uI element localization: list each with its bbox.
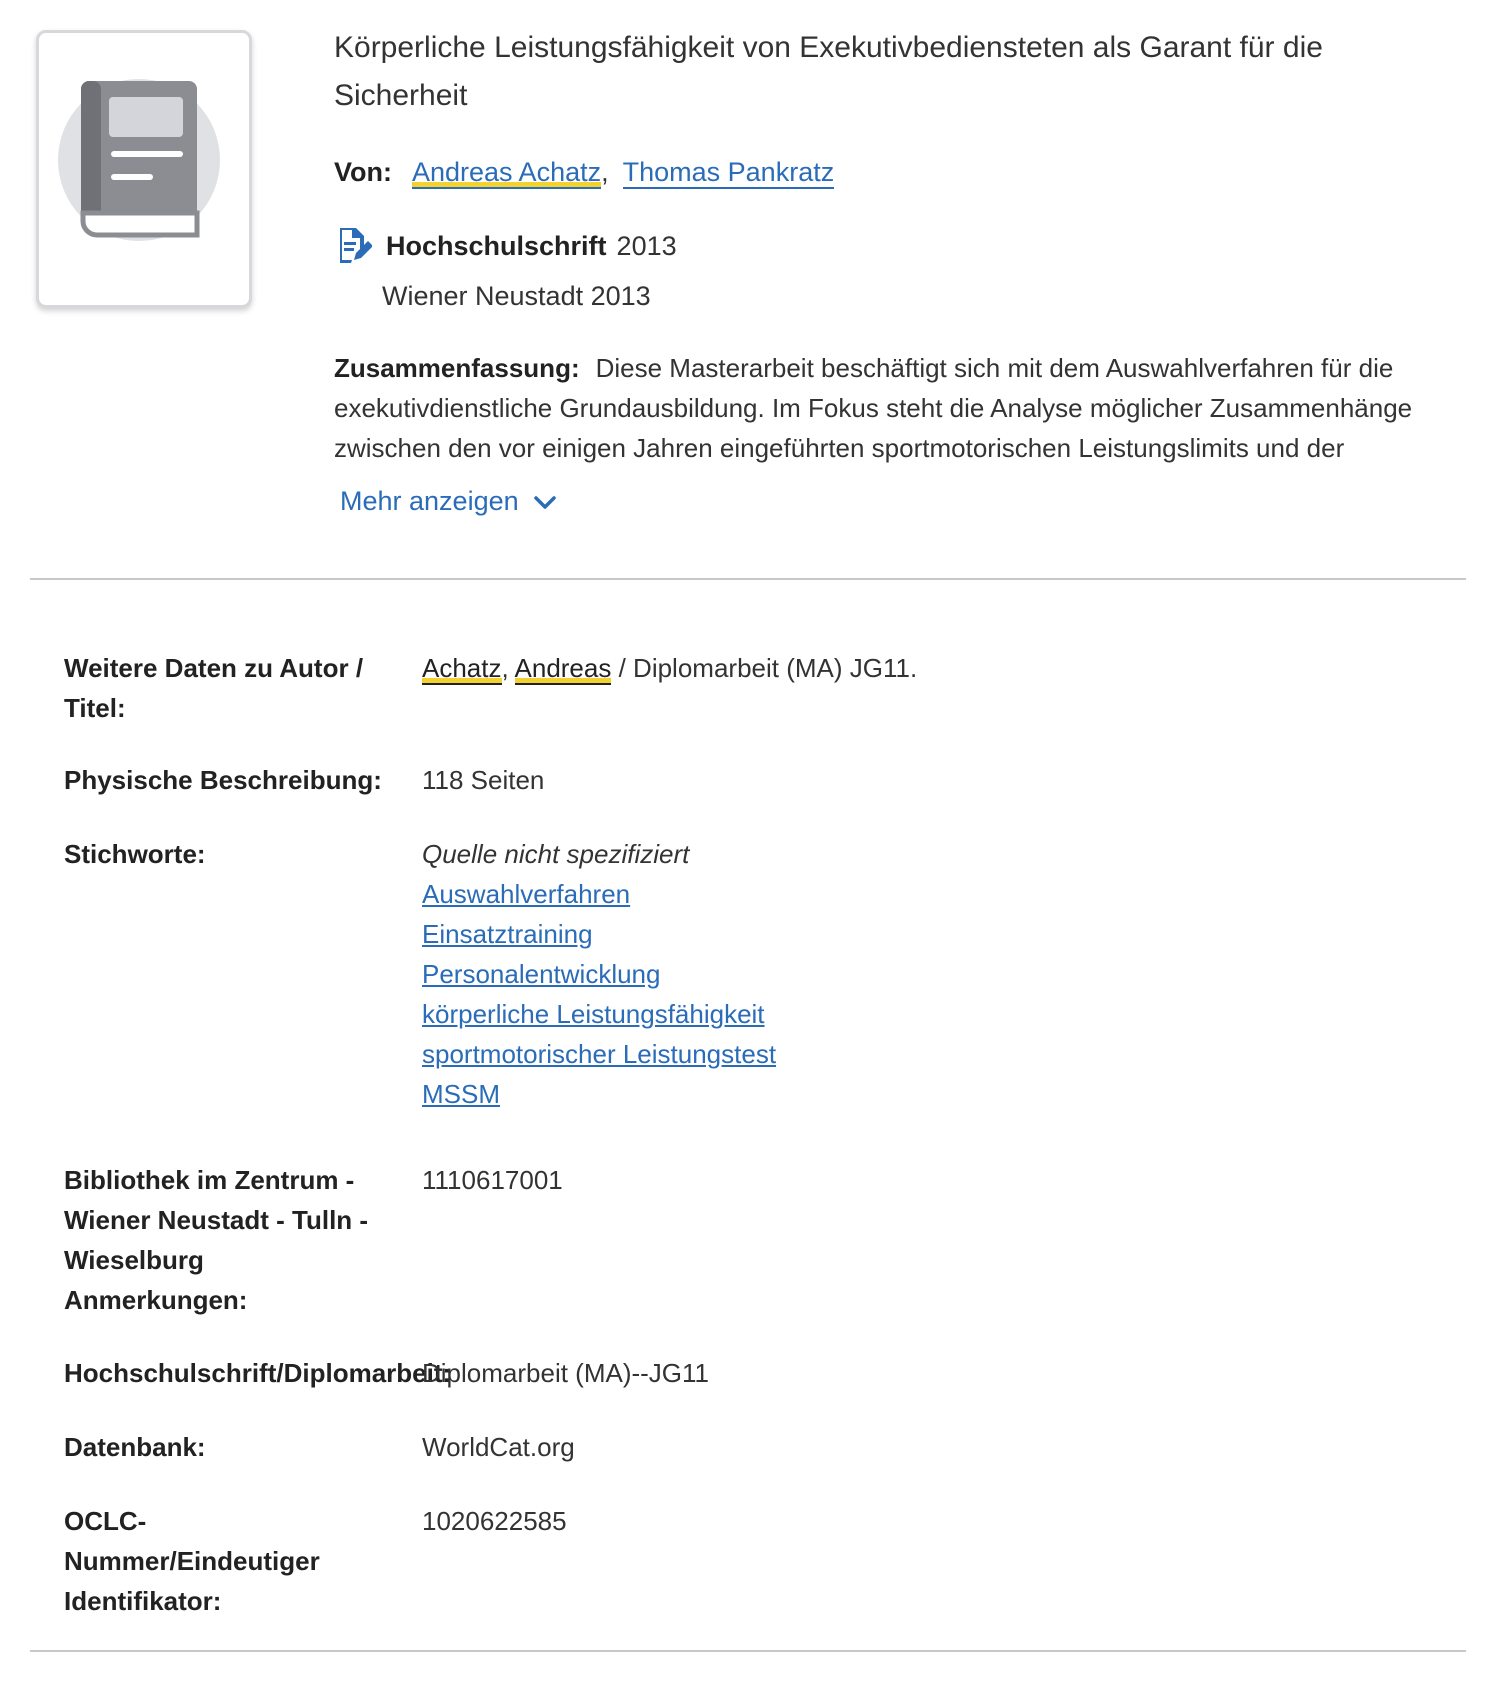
keywords-source: Quelle nicht spezifiziert: [422, 839, 690, 869]
detail-label: Bibliothek im Zentrum - Wiener Neustadt - Tulln - Wieselburg Anmerkungen:: [64, 1165, 369, 1315]
detail-label: Weitere Daten zu Autor / Titel:: [64, 653, 364, 723]
detail-label: Datenbank:: [64, 1432, 206, 1462]
detail-value: 118 Seiten: [422, 765, 545, 795]
detail-value: Diplomarbeit (MA)--JG11: [422, 1358, 710, 1388]
summary: [334, 348, 1464, 468]
detail-value: 1110617001: [422, 1165, 563, 1195]
authors-label: Von:: [334, 157, 392, 187]
show-more-button[interactable]: [340, 481, 557, 521]
summary-label: Zusammenfassung:: [334, 353, 580, 383]
record-title: Körperliche Leistungsfähigkeit von Exekutivbediensteten als Garant für die Sicherheit: [334, 31, 1323, 112]
format-year: 2013: [616, 231, 677, 261]
format-type: Hochschulschrift: [386, 231, 607, 261]
keyword-link[interactable]: Einsatztraining: [422, 919, 593, 949]
author-last-name: Achatz: [422, 653, 502, 683]
show-more-label: Mehr anzeigen: [340, 486, 519, 516]
author-separator: ,: [601, 157, 609, 187]
chevron-down-icon: [533, 495, 557, 511]
detail-label: Physische Beschreibung:: [64, 765, 382, 795]
author-title-rest: / Diplomarbeit (MA) JG11.: [618, 653, 918, 683]
divider-top: [30, 578, 1466, 580]
summary-text: Diese Masterarbeit beschäftigt sich mit dem Auswahlverfahren für die exekutivdienstliche Grundausbildung. Im Fokus steht die Analyse möglicher Zusammenhänge zwischen den vor einigen Jahren eingeführten sportmotorischen Leistungslimits und der: [334, 353, 1413, 463]
detail-value: WorldCat.org: [422, 1432, 575, 1462]
book-cover: [36, 30, 252, 308]
keyword-link[interactable]: sportmotorischer Leistungstest: [422, 1039, 777, 1069]
author-link-achatz[interactable]: Andreas Achatz: [411, 157, 602, 187]
authors-line: [334, 154, 834, 190]
publication-place: Wiener Neustadt 2013: [382, 281, 651, 311]
detail-label: Hochschulschrift/Diplomarbeit:: [64, 1358, 452, 1388]
keyword-link[interactable]: Personalentwicklung: [422, 959, 661, 989]
detail-value: Achatz, Andreas / Diplomarbeit (MA) JG11.: [422, 653, 918, 683]
detail-label: OCLC-Nummer/Eindeutiger Identifikator:: [64, 1506, 320, 1616]
divider-bottom: [30, 1650, 1466, 1652]
book-icon: [39, 33, 249, 305]
detail-label: Stichworte:: [64, 839, 206, 869]
keyword-link[interactable]: körperliche Leistungsfähigkeit: [422, 999, 765, 1029]
keyword-link[interactable]: MSSM: [422, 1079, 500, 1109]
document-edit-icon: [336, 226, 372, 275]
keyword-link[interactable]: Auswahlverfahren: [422, 879, 631, 909]
keywords-list: [422, 834, 776, 1114]
author-link-pankratz[interactable]: Thomas Pankratz: [622, 157, 835, 187]
detail-value: 1020622585: [422, 1506, 567, 1536]
author-first-name: Andreas: [514, 653, 612, 683]
